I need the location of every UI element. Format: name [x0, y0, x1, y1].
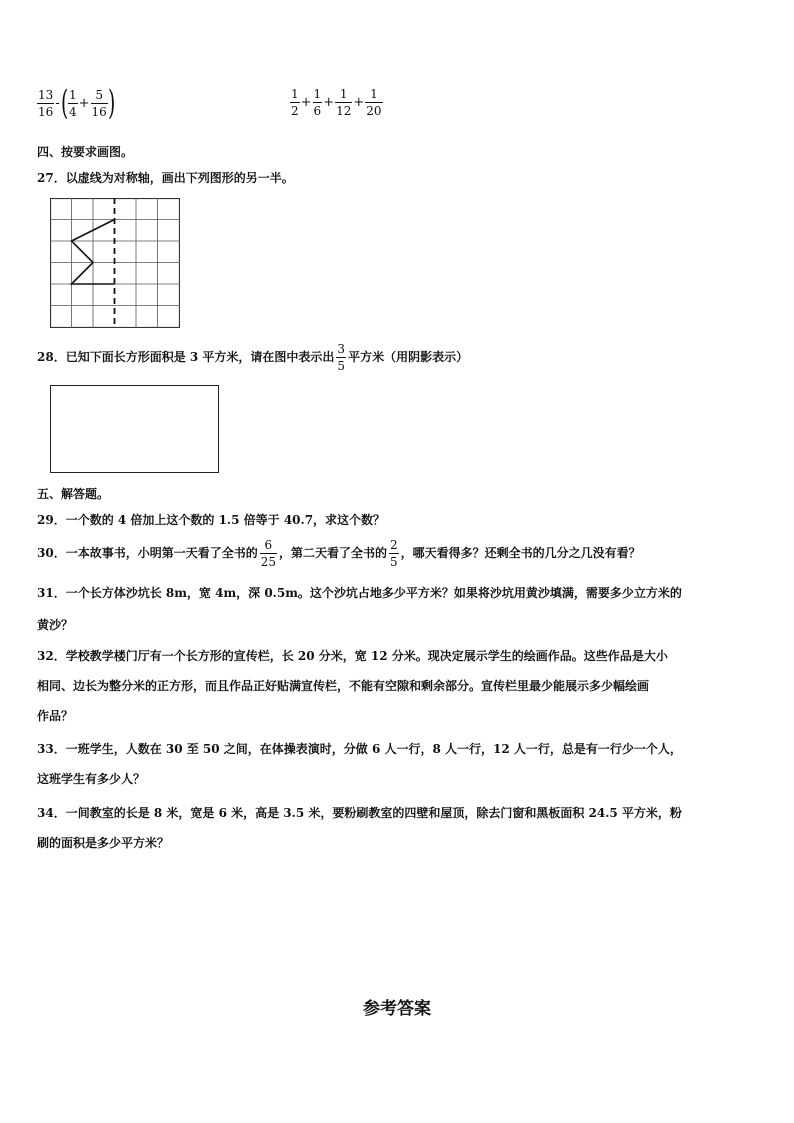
fraction-13-16: $\frac{13}{16}$ [38, 87, 54, 119]
question-33-line-1: 33．一班学生，人数在 30 至 50 之间，在体操表演时，分做 6 人一行，8 人一行，12 人一行，总是有一行少一个人， [37, 742, 682, 756]
fraction-1-4: $\frac{1}{4}$ [68, 87, 77, 119]
fraction-6-25: $\frac{6}{25}$ [260, 537, 276, 569]
plus-sign: + [323, 95, 335, 110]
plus-sign: + [78, 95, 90, 111]
section-four-title: 四、按要求画图。 [37, 145, 134, 159]
fraction-3-5: $\frac{3}{5}$ [337, 341, 346, 373]
question-29: 29．一个数的 4 倍加上这个数的 1.5 倍等于 40.7，求这个数？ [37, 513, 386, 527]
fraction-1-20: $\frac{1}{20}$ [366, 87, 382, 118]
plus-sign: + [300, 95, 312, 110]
question-33-line-2: 这班学生有多少人？ [37, 772, 146, 786]
fraction-2-5: $\frac{2}{5}$ [390, 537, 398, 569]
question-27: 27．以虚线为对称轴，画出下列图形的另一半。 [37, 171, 294, 185]
plus-sign: + [353, 95, 365, 110]
question-31-line-1: 31．一个长方体沙坑长 8m，宽 4m，深 0.5m。这个沙坑占地多少平方米？如果将沙坑用黄沙填满，需要多少立方米的 [37, 586, 682, 600]
question-34-line-1: 34．一间教室的长是 8 米，宽是 6 米，高是 3.5 米，要粉刷教室的四壁和屋顶，除去门窗和黑板面积 24.5 平方米，粉 [37, 806, 682, 820]
question-30: 30．一本故事书，小明第一天看了全书的 $\frac{6}{25}$ ，第二天看了全书的 $\frac{2}{5}$ ，哪天看得多？还剩全书的几分之几没有看？ [37, 537, 641, 569]
question-32-line-3: 作品？ [37, 709, 74, 723]
fraction-5-16: $\frac{5}{16}$ [91, 87, 107, 119]
area-rectangle [50, 385, 219, 473]
fraction-1-12: $\frac{1}{12}$ [336, 87, 352, 118]
fraction-1-2: $\frac{1}{2}$ [291, 87, 299, 118]
question-28: 28．已知下面长方形面积是 3 平方米，请在图中表示出 $\frac{3}{5}$ 平方米（用阴影表示） [37, 341, 469, 373]
minus-sign: - [55, 95, 60, 111]
symmetry-grid-figure [50, 198, 180, 328]
question-32-line-2: 相同、边长为整分米的正方形，而且作品正好贴满宣传栏，不能有空隙和剩余部分。宣传栏里最少能展示多少幅绘画 [37, 679, 650, 693]
answers-heading: 参考答案 [363, 999, 431, 1019]
question-32-line-1: 32．学校教学楼门厅有一个长方形的宣传栏，长 20 分米，宽 12 分米。现决定展示学生的绘画作品。这些作品是大小 [37, 649, 668, 663]
fraction-1-6: $\frac{1}{6}$ [313, 87, 322, 118]
question-34-line-2: 刷的面积是多少平方米？ [37, 836, 170, 850]
question-31-line-2: 黄沙？ [37, 618, 74, 632]
left-paren: ( [60, 83, 68, 123]
right-paren: ) [107, 83, 116, 123]
expression-1 [37, 83, 116, 123]
expression-2 [290, 88, 383, 117]
section-five-title: 五、解答题。 [37, 487, 110, 501]
